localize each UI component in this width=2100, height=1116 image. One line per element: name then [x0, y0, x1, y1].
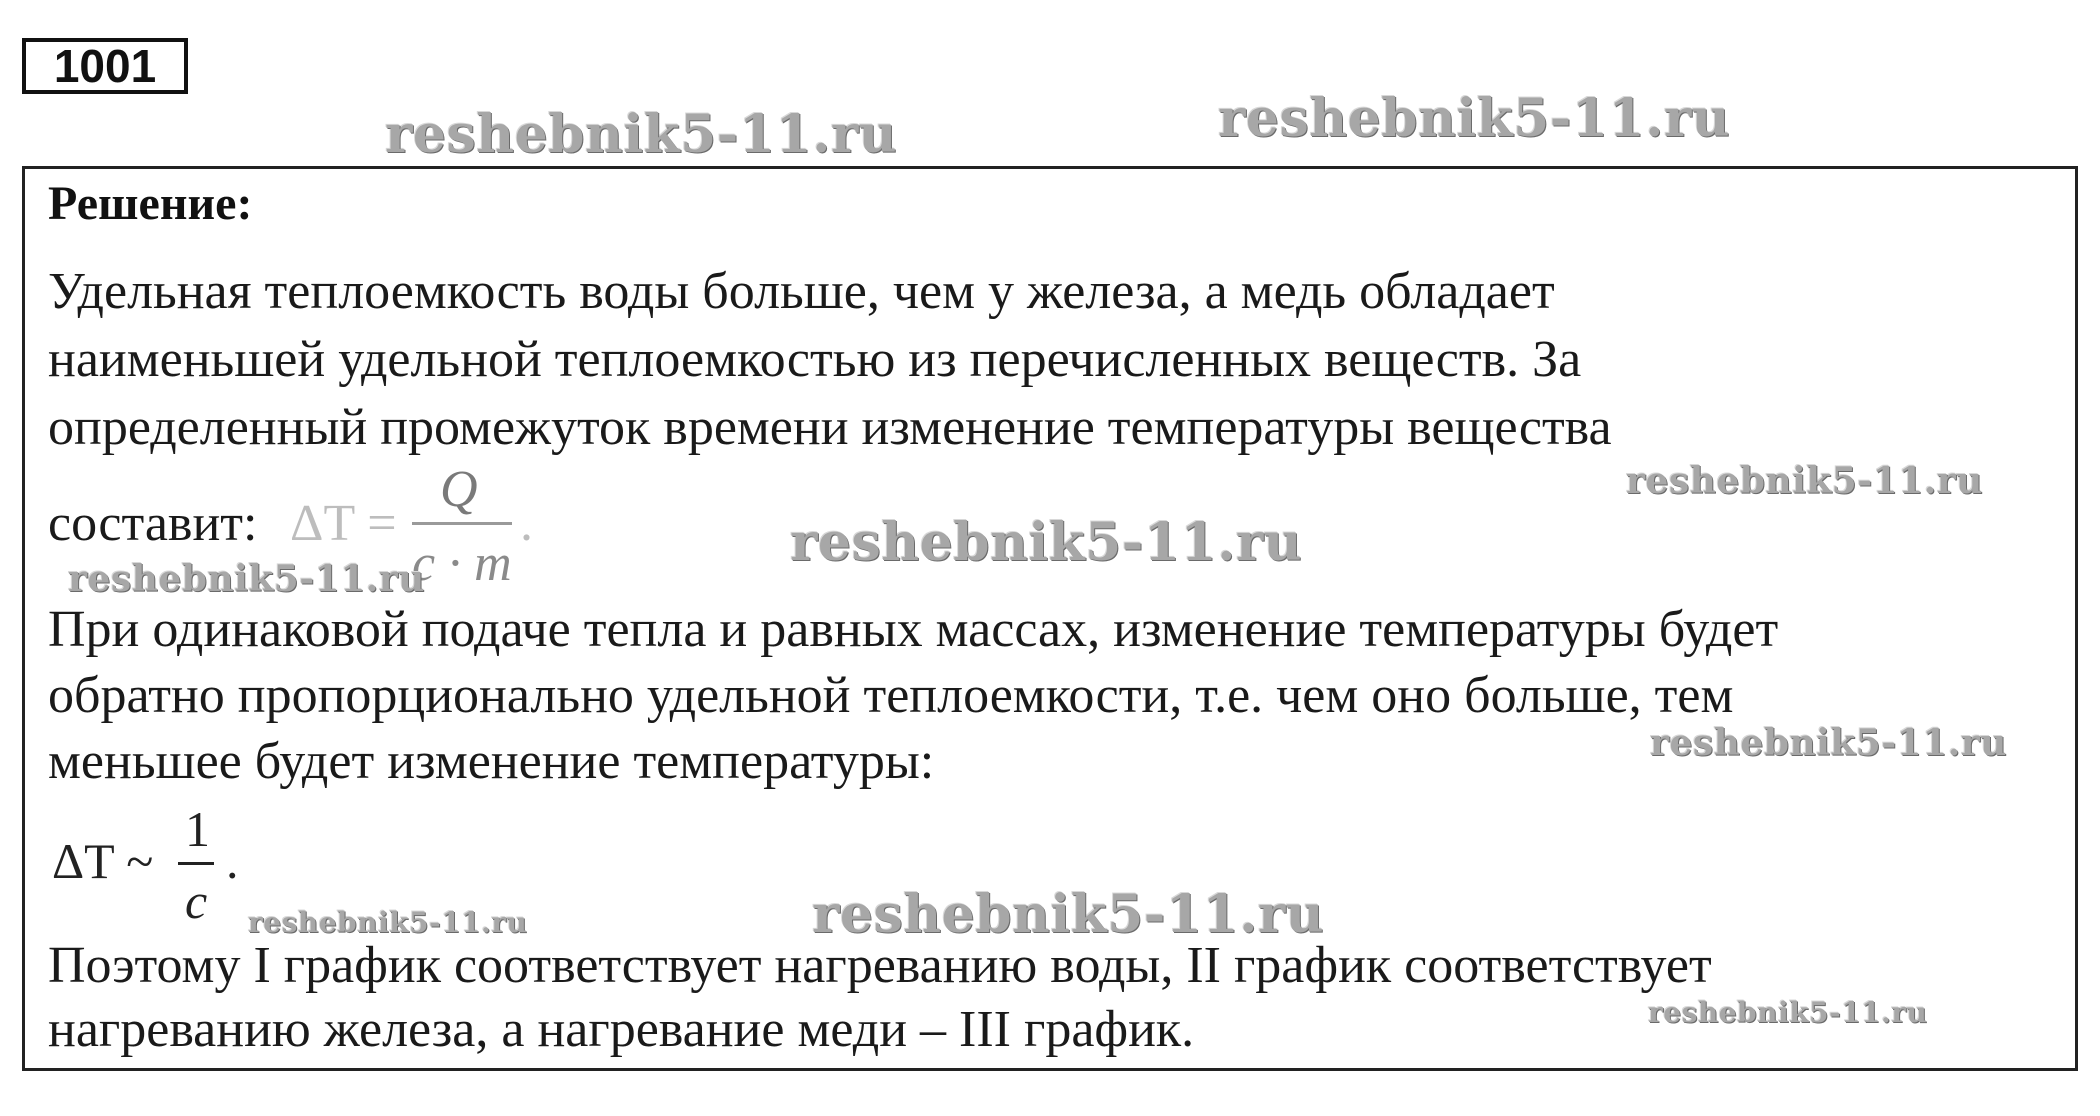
- formula2-denominator: c: [185, 873, 208, 929]
- text-line: нагреванию железа, а нагревание меди – III график.: [48, 1001, 1195, 1058]
- text-line: Поэтому I график соответствует нагреванию воды, II график соответствует: [48, 937, 1712, 994]
- text-line: При одинаковой подаче тепла и равных массах, изменение температуры будет: [48, 601, 1779, 658]
- watermark: reshebnik5-11.ru: [1626, 460, 1983, 502]
- formula2-suffix: .: [226, 833, 239, 889]
- formula-denominator: c · m: [412, 535, 512, 592]
- watermark: reshebnik5-11.ru: [1650, 722, 2007, 764]
- formula2-lhs: ΔT ~: [52, 833, 154, 889]
- watermark: reshebnik5-11.ru: [790, 512, 1303, 573]
- watermark: reshebnik5-11.ru: [385, 104, 898, 165]
- watermark: reshebnik5-11.ru: [1218, 88, 1731, 149]
- formula-numerator: Q: [440, 461, 478, 518]
- problem-number: 1001: [22, 38, 188, 94]
- fraction-bar: [412, 522, 512, 525]
- formula2-numerator: 1: [185, 801, 210, 857]
- text-line: Удельная теплоемкость воды больше, чем у железа, а медь обладает: [48, 263, 1555, 320]
- solution-heading: Решение:: [48, 177, 253, 230]
- fraction-bar: [178, 862, 214, 865]
- watermark: reshebnik5-11.ru: [248, 906, 528, 939]
- watermark: reshebnik5-11.ru: [68, 558, 425, 600]
- watermark: reshebnik5-11.ru: [812, 884, 1325, 945]
- formula-prefix: составит:: [48, 495, 258, 552]
- text-line: обратно пропорционально удельной теплоемкости, т.е. чем оно больше, тем: [48, 667, 1734, 724]
- watermark: reshebnik5-11.ru: [1648, 996, 1928, 1029]
- text-line: наименьшей удельной теплоемкостью из перечисленных веществ. За: [48, 331, 1582, 388]
- formula-lhs: ΔT =: [290, 495, 397, 552]
- text-line: меньшее будет изменение температуры:: [48, 733, 935, 790]
- text-line: определенный промежуток времени изменение температуры вещества: [48, 399, 1612, 456]
- formula-suffix: .: [520, 495, 533, 552]
